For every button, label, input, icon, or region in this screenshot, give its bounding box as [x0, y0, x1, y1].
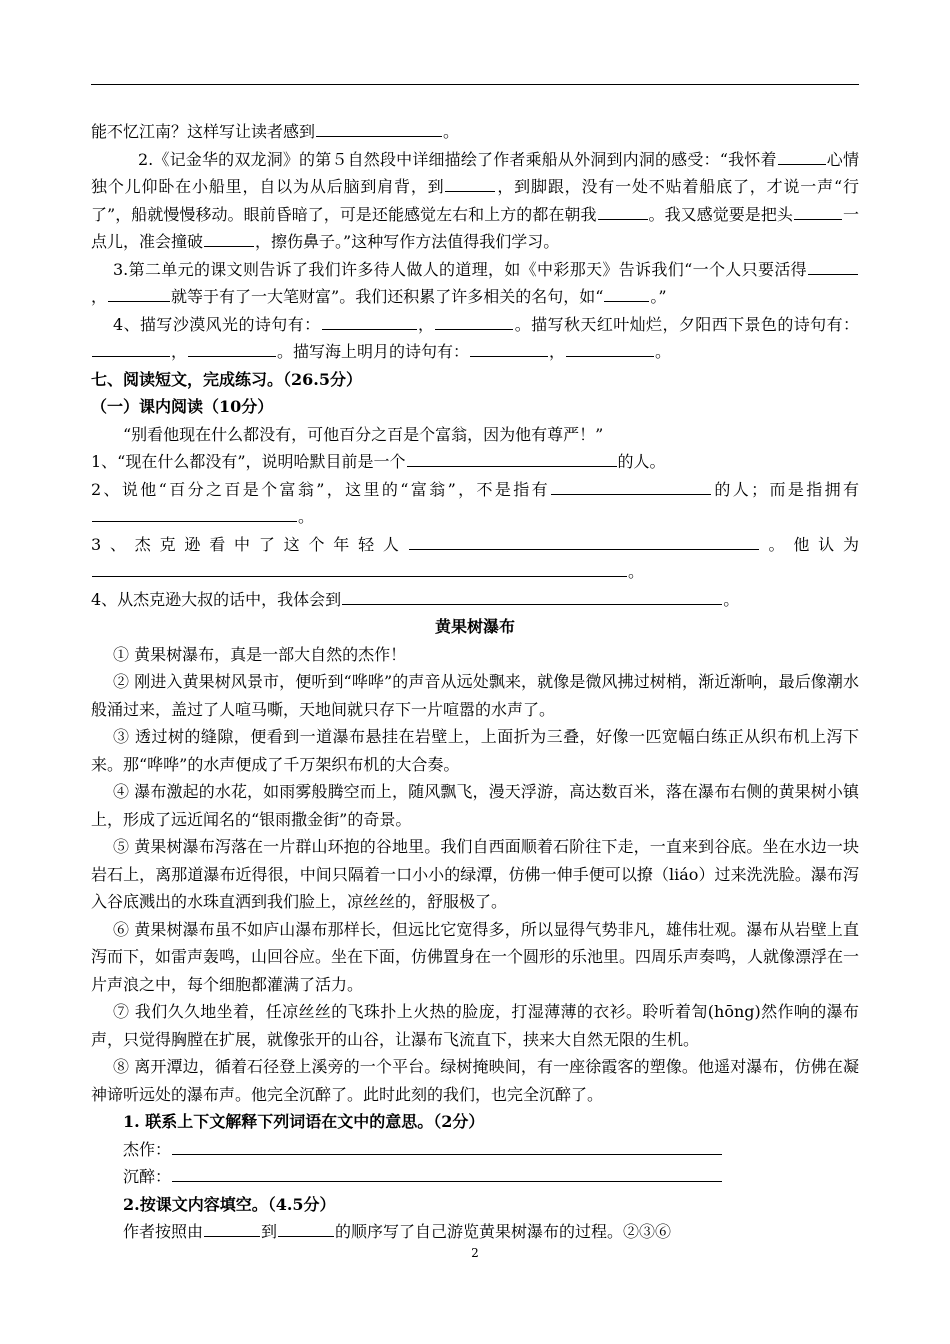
exercise-2-line: 作者按照由 到 的顺序写了自己游览黄果树瀑布的过程。②③⑥ [91, 1218, 859, 1246]
page-content [91, 118, 859, 1246]
exercise-1-line: 杰作： [91, 1136, 859, 1164]
quote: “别看他现在什么都没有，可他百分之百是个富翁，因为他有尊严！” [123, 424, 604, 444]
answer-blank[interactable] [92, 504, 297, 522]
subsection-heading: （一）课内阅读（10分） [91, 397, 274, 416]
passage-paragraph: ⑥ 黄果树瀑布虽不如庐山瀑布那样长，但远比它宽得多，所以显得气势非凡，雄伟壮观。瀑布从岩壁上直泻而下，如雷声轰鸣，山回谷应。坐在下面，仿佛置身在一个圆形的乐池里。四周乐声奏鸣，人就像漂浮在一片声浪之中，每个细胞都灌满了活力。 [91, 919, 860, 994]
answer-blank[interactable] [172, 1164, 722, 1182]
question-2: 2.《记金华的双龙洞》的第５自然段中详细描绘了作者乘船从外洞到内洞的感受：“我怀着 心情独个儿仰卧在小船里，自以为从后脑到肩背，到 ，到脚跟，没有一处不贴着船底了，才说一声“行了”，船就慢慢移动。眼前昏暗了，可是还能感觉左右和上方的都在朝我 。我又感觉要是把头 一点儿，准会撞破 ，擦伤鼻子。”这种写作方法值得我们学习。 [91, 146, 859, 256]
page-number: 2 [471, 1246, 479, 1260]
reading-question-3: 3、杰克逊看中了这个年轻人 。他认为。 [91, 531, 859, 586]
answer-blank[interactable] [407, 449, 617, 467]
reading-question-4: 4、从杰克逊大叔的话中，我体会到 。 [91, 586, 859, 614]
answer-blank[interactable] [470, 339, 548, 357]
answer-blank[interactable] [604, 284, 649, 302]
passage-paragraph: ① 黄果树瀑布，真是一部大自然的杰作！ [113, 644, 407, 664]
question-3: 3.第二单元的课文则告诉了我们许多待人做人的道理，如《中彩那天》告诉我们“一个人只要活得， 就等于有了一大笔财富”。我们还积累了许多相关的名句，如“ 。” [91, 256, 859, 311]
answer-blank[interactable] [598, 202, 648, 220]
passage-paragraph: ⑦ 我们久久地坐着，任凉丝丝的飞珠扑上火热的脸庞，打湿薄薄的衣衫。聆听着訇(hōng)然作响的瀑布声，只觉得胸膛在扩展，就像张开的山谷，让瀑布飞流直下，挟来大自然无限的生机。 [91, 1002, 859, 1049]
question-1-end: 能不忆江南？这样写让读者感到 。 [91, 118, 859, 146]
reading-question-2: 2、说他“百分之百是个富翁”，这里的“富翁”，不是指有 的人；而是指拥有。 [91, 476, 859, 531]
answer-blank[interactable] [435, 312, 513, 330]
answer-blank[interactable] [342, 587, 722, 605]
answer-blank[interactable] [445, 174, 495, 192]
answer-blank[interactable] [566, 339, 654, 357]
answer-blank[interactable] [204, 1219, 260, 1237]
answer-blank[interactable] [794, 202, 842, 220]
answer-blank[interactable] [92, 339, 170, 357]
answer-blank[interactable] [278, 1219, 334, 1237]
answer-blank[interactable] [108, 284, 170, 302]
passage-paragraph: ② 刚进入黄果树风景市，便听到“哗哗”的声音从远处飘来，就像是微风拂过树梢，渐近渐响，最后像潮水般涌过来，盖过了人喧马嘶，天地间就只存下一片喧嚣的水声了。 [91, 672, 859, 719]
passage-paragraph: ⑧ 离开潭边，循着石径登上溪旁的一个平台。绿树掩映间，有一座徐霞客的塑像。他遥对瀑布，仿佛在凝神谛听远处的瀑布声。他完全沉醉了。此时此刻的我们，也完全沉醉了。 [91, 1057, 859, 1104]
passage-paragraph: ④ 瀑布激起的水花，如雨雾般腾空而上，随风飘飞，漫天浮游，高达数百米，落在瀑布右侧的黄果树小镇上，形成了远近闻名的“银雨撒金街”的奇景。 [91, 782, 859, 829]
answer-blank[interactable] [322, 312, 417, 330]
passage-title: 黄果树瀑布 [434, 617, 515, 636]
answer-blank[interactable] [92, 559, 627, 577]
answer-blank[interactable] [551, 477, 711, 495]
answer-blank[interactable] [188, 339, 276, 357]
answer-blank[interactable] [204, 229, 254, 247]
answer-blank[interactable] [778, 147, 826, 165]
exercise-2-heading: 2.按课文内容填空。（4.5分） [123, 1194, 336, 1214]
answer-blank[interactable] [808, 257, 858, 275]
passage-paragraph: ③ 透过树的缝隙，便看到一道瀑布悬挂在岩壁上，上面折为三叠，好像一匹宽幅白练正从织布机上泻下来。那“哗哗”的水声便成了千万架织布机的大合奏。 [91, 727, 859, 774]
exercise-1-line: 沉醉： [91, 1163, 859, 1191]
exercise-1-heading: 1. 联系上下文解释下列词语在文中的意思。（2分） [123, 1112, 485, 1131]
section-7-heading: 七、阅读短文，完成练习。（26.5分） [91, 369, 362, 389]
answer-blank[interactable] [316, 119, 442, 137]
passage-paragraph: ⑤ 黄果树瀑布泻落在一片群山环抱的谷地里。我们自西面顺着石阶往下走，一直来到谷底。坐在水边一块岩石上，离那道瀑布近得很，中间只隔着一口小小的绿潭，仿佛一伸手便可以撩（liáo）过来洗洗脸。瀑布泻入谷底溅出的水珠直洒到我们脸上，凉丝丝的，舒服极了。 [91, 837, 859, 911]
reading-question-1: 1、“现在什么都没有”，说明哈默目前是一个 的人。 [91, 448, 859, 476]
header-rule [91, 84, 859, 85]
question-4: 4、描写沙漠风光的诗句有： ， 。描写秋天红叶灿烂，夕阳西下景色的诗句有：， 。描写海上明月的诗句有： ， 。 [91, 311, 859, 366]
answer-blank[interactable] [409, 532, 759, 550]
answer-blank[interactable] [172, 1137, 722, 1155]
